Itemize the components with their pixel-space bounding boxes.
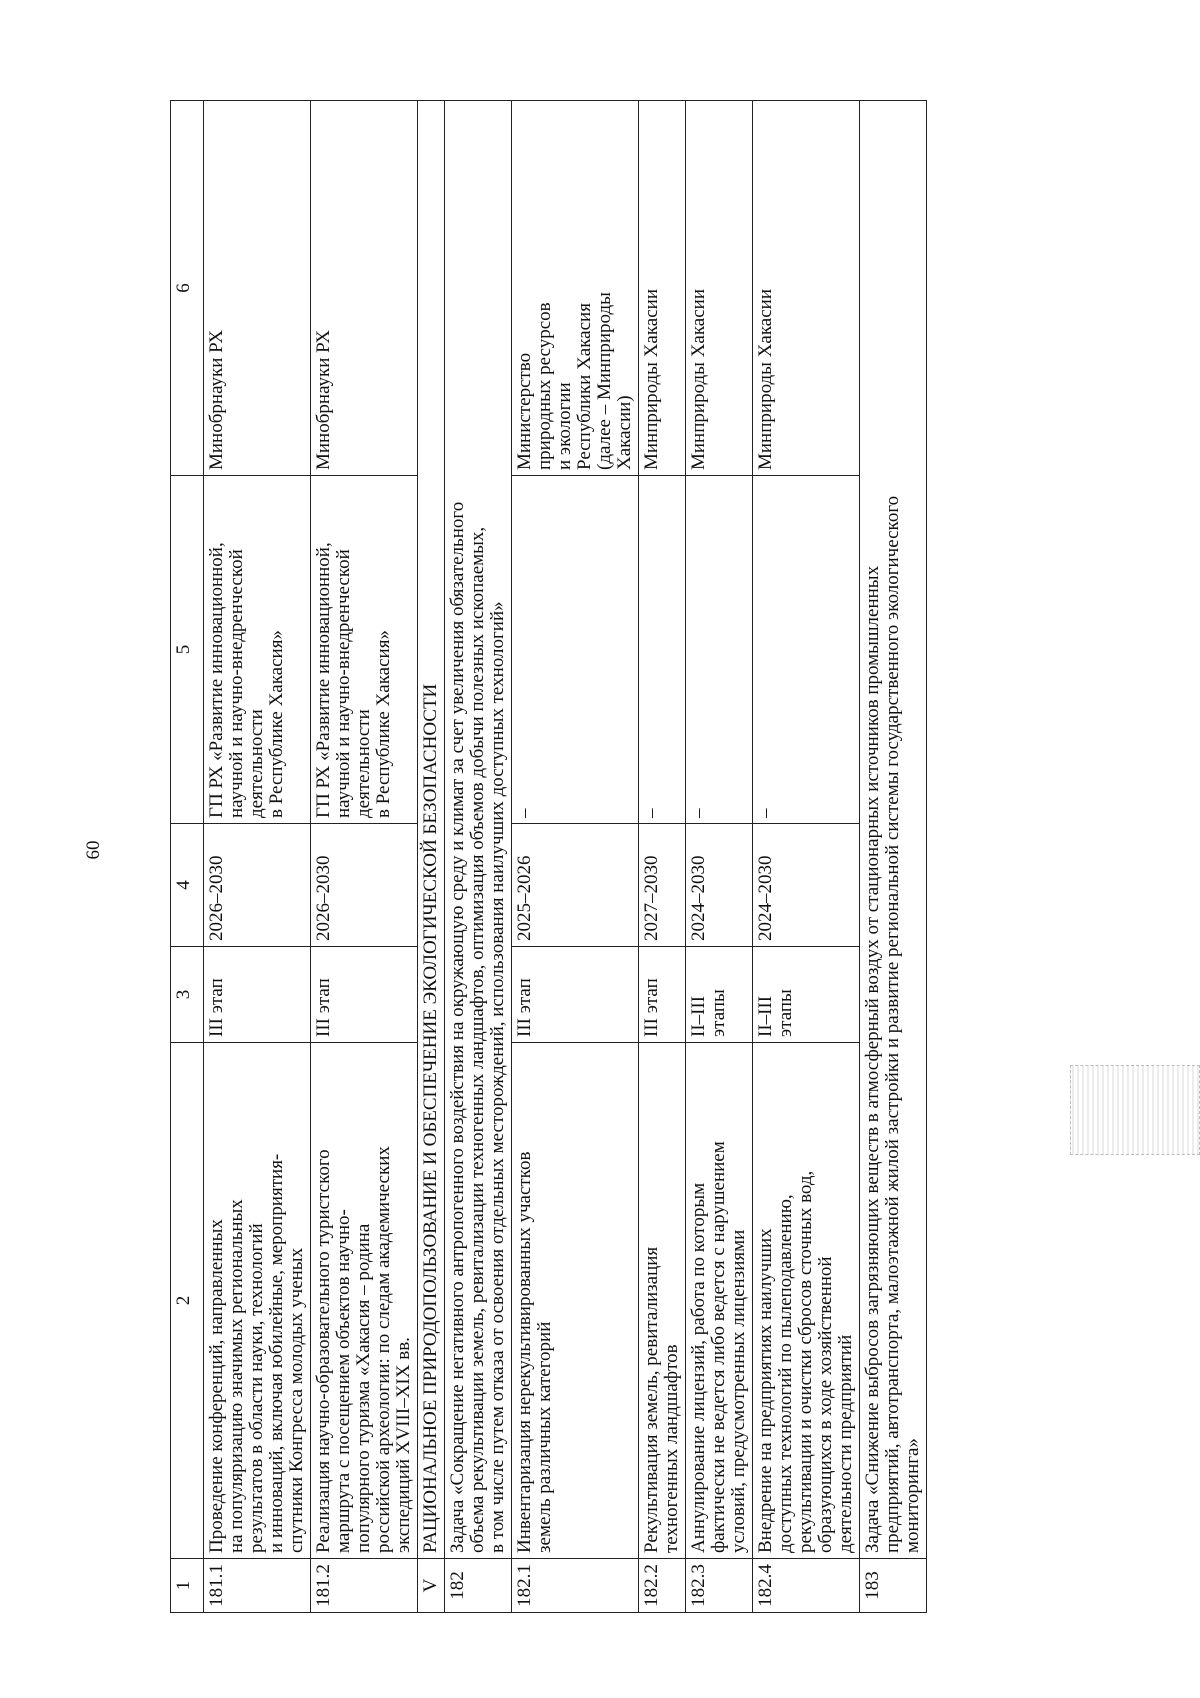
- column-header-3: 3: [171, 947, 204, 1043]
- row-number: 181.2: [311, 1559, 418, 1613]
- row-stage: II–III этапы: [686, 947, 753, 1043]
- row-executor: Министерство природных ресурсов и экологии Республики Хакасия (далее – Минприроды Хакасии): [512, 101, 639, 476]
- row-description: Проведение конференций, направленных на популяризацию значимых региональных результатов в области науки, технологий и инноваций, включая юбилейные, мероприятия- спутники Конгресса молодых ученых: [204, 1043, 311, 1559]
- row-executor: Минобрнауки РХ: [311, 101, 418, 476]
- row-number: 182.2: [639, 1559, 686, 1613]
- row-period: 2026–2030: [204, 824, 311, 947]
- column-header-6: 6: [171, 101, 204, 476]
- table-row: [204, 101, 311, 1613]
- task-row: [445, 101, 512, 1613]
- section-number: V: [418, 1559, 445, 1613]
- column-header-2: 2: [171, 1043, 204, 1559]
- stamp-image: [1070, 1065, 1200, 1155]
- table-row: [639, 101, 686, 1613]
- row-stage: III этап: [639, 947, 686, 1043]
- row-period: 2024–2030: [753, 824, 860, 947]
- task-text: Задача «Сокращение негативного антропогенного воздействия на окружающую среду и климат за счет увеличения обязательного объема рекультивации земель, ревитализации техногенных ландшафтов, оптимизация объемов добычи полезных ископаемых, в том числе путем отказа от освоения отдельных месторождений, использования наилучших доступных технологий»: [445, 101, 512, 1559]
- column-header-5: 5: [171, 476, 204, 824]
- page-number: 60: [83, 840, 104, 860]
- table-row: [686, 101, 753, 1613]
- row-description: Аннулирование лицензий, работа по которым фактически не ведется либо ведется с нарушением условий, предусмотренных лицензиями: [686, 1043, 753, 1559]
- column-header-row: [171, 101, 204, 1613]
- row-description: Рекультивация земель, ревитализация техногенных ландшафтов: [639, 1043, 686, 1559]
- row-program: ГП РХ «Развитие инновационной, научной и научно-внедренческой деятельности в Республике Хакасия»: [311, 476, 418, 824]
- table-row: [753, 101, 860, 1613]
- row-period: 2024–2030: [686, 824, 753, 947]
- task-row: [860, 101, 927, 1613]
- stamp-box: [1070, 1065, 1200, 1155]
- row-number: 182.1: [512, 1559, 639, 1613]
- row-number: 182.4: [753, 1559, 860, 1613]
- row-description: Внедрение на предприятиях наилучших доступных технологий по пылеподавлению, рекультивации и очистки сбросов сточных вод, образующихся в ходе хозяйственной деятельности предприятий: [753, 1043, 860, 1559]
- row-stage: III этап: [512, 947, 639, 1043]
- row-description: Реализация научно-образовательного туристского маршрута с посещением объектов научно- популярного туризма «Хакасия – родина российской археологии: по следам академических экспедиций XVIII–XIX вв.: [311, 1043, 418, 1559]
- row-number: 182.3: [686, 1559, 753, 1613]
- section-row: [418, 101, 445, 1613]
- row-description: Инвентаризация нерекультивированных участков земель различных категорий: [512, 1043, 639, 1559]
- task-number: 182: [445, 1559, 512, 1613]
- row-executor: Минприроды Хакасии: [686, 101, 753, 476]
- table-row: [311, 101, 418, 1613]
- row-program: –: [512, 476, 639, 824]
- row-period: 2025–2026: [512, 824, 639, 947]
- section-title: РАЦИОНАЛЬНОЕ ПРИРОДОПОЛЬЗОВАНИЕ И ОБЕСПЕЧЕНИЕ ЭКОЛОГИЧЕСКОЙ БЕЗОПАСНОСТИ: [418, 101, 445, 1559]
- row-program: –: [686, 476, 753, 824]
- rotated-table-container: [170, 101, 1098, 1613]
- row-executor: Минприроды Хакасии: [639, 101, 686, 476]
- row-program: –: [639, 476, 686, 824]
- row-period: 2027–2030: [639, 824, 686, 947]
- row-number: 181.1: [204, 1559, 311, 1613]
- row-executor: Минприроды Хакасии: [753, 101, 860, 476]
- row-stage: III этап: [204, 947, 311, 1043]
- row-program: ГП РХ «Развитие инновационной, научной и научно-внедренческой деятельности в Республике Хакасия»: [204, 476, 311, 824]
- task-text: Задача «Снижение выбросов загрязняющих веществ в атмосферный воздух от стационарных источников промышленных предприятий, автотранспорта, малоэтажной жилой застройки и развитие региональной системы государственного экологического мониторинга»: [860, 101, 927, 1559]
- row-stage: III этап: [311, 947, 418, 1043]
- table-row: [512, 101, 639, 1613]
- row-program: –: [753, 476, 860, 824]
- column-header-4: 4: [171, 824, 204, 947]
- column-header-1: 1: [171, 1559, 204, 1613]
- task-number: 183: [860, 1559, 927, 1613]
- row-executor: Минобрнауки РХ: [204, 101, 311, 476]
- row-period: 2026–2030: [311, 824, 418, 947]
- row-stage: II–III этапы: [753, 947, 860, 1043]
- action-plan-table: [170, 100, 927, 1613]
